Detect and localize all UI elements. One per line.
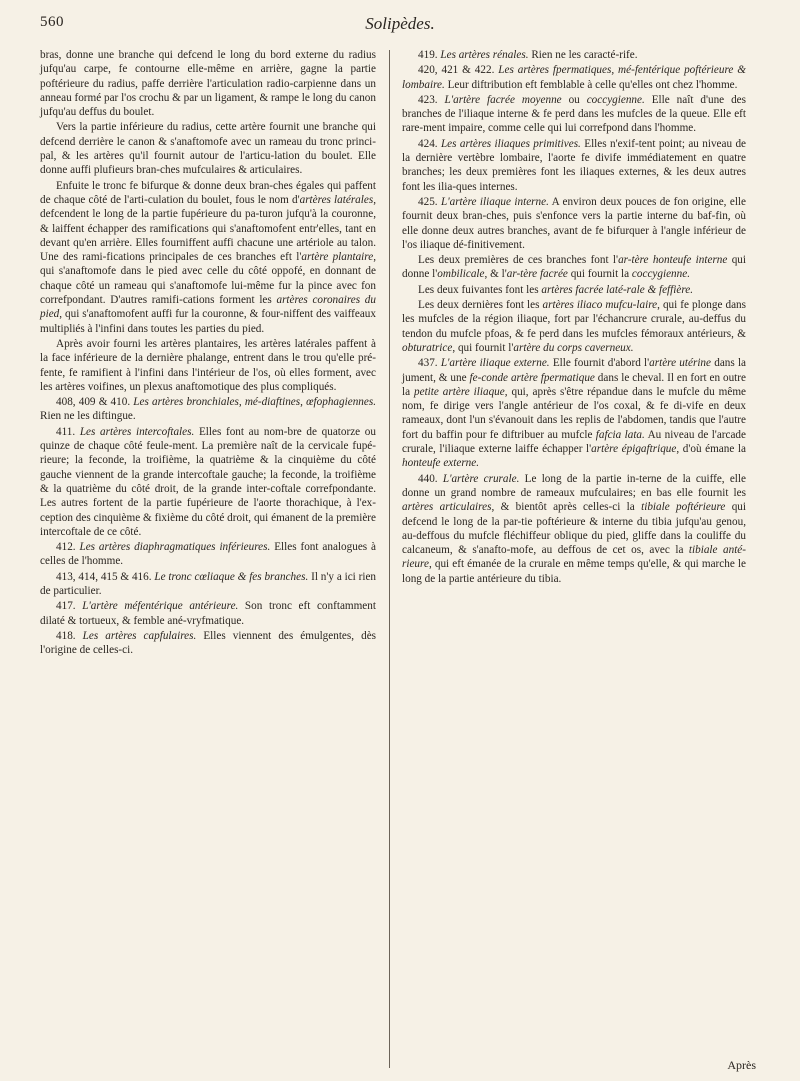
text-run: qui defcend le long de la par-tie poftérieure & interne du tibia jufqu'au genou, au-deffous du mufcle fléchiffeur oblique du pied, gliffe dans la couliffe du calcaneum, & s'anafto-mofe, au deffous de cet os, avec la bbox=[402, 501, 747, 557]
paragraph bbox=[402, 195, 746, 252]
text-run: qui fournit la bbox=[567, 268, 632, 281]
text-run: Après avoir fourni les artères plantaires, les artères latérales paffent à la face inférieure de la dernière phalange, entrent dans le trou qu'elle pré-fente, fe ramifient à l'infini dans l'intérieur de l'os, où elles forment, avec les artères voifines, un plexus anaftomotique des plus compliqués. bbox=[40, 337, 376, 393]
text-run: Enfuite le tronc fe bifurque & donne deux bran-ches égales qui paffent de chaque côté de l'arti-culation du boulet, fous le nom d' bbox=[40, 179, 376, 206]
paragraph bbox=[40, 570, 376, 599]
paragraph bbox=[40, 179, 376, 336]
paragraph bbox=[402, 283, 746, 297]
text-run: Son tronc eft conftamment dilaté & tortueux, & femble ané-vryfmatique. bbox=[40, 600, 376, 627]
text-run: 418. bbox=[56, 629, 83, 642]
italic-term: fe-conde artère fpermatique bbox=[469, 371, 595, 384]
text-run: A environ deux pouces de fon origine, elle fournit deux bran-ches, puis s'enfonce vers la partie interne du baf-fin, où elle donne deux autres branches, avant de fe bifurquer à l'angle inférieur de l'os iliaque dé-finitivement. bbox=[402, 195, 747, 251]
paragraph bbox=[40, 599, 376, 628]
page-header bbox=[40, 14, 760, 38]
italic-term: coccygienne. bbox=[631, 268, 690, 281]
text-run: 417. bbox=[56, 600, 83, 613]
paragraph bbox=[402, 298, 746, 355]
text-run: Elles font analogues à celles de l'homme. bbox=[40, 541, 377, 568]
text-run: dans la jument, & une bbox=[402, 357, 747, 384]
text-run: Elles viennent des émulgentes, dès l'origine de celles-ci. bbox=[40, 629, 377, 657]
italic-term: tibiale poftérieure bbox=[641, 501, 726, 514]
paragraph bbox=[402, 93, 746, 136]
paragraph bbox=[402, 356, 746, 470]
text-run: Elle fournit d'abord l' bbox=[549, 357, 650, 370]
italic-term: Les artères intercoftales. bbox=[79, 425, 195, 438]
running-title: Solipèdes. bbox=[365, 14, 435, 33]
text-run: , qui s'anaftomofe dans le pied avec celle du côté oppofé, en donnant de chaque côté un rameau qui s'anaftomofe lui-même fur la pince avec fon correfpondant. D'autres ramifi-cations forment les bbox=[40, 251, 376, 307]
paragraph bbox=[40, 120, 376, 177]
text-run: 437. bbox=[418, 357, 441, 370]
italic-term: ar-tère honteufe interne bbox=[618, 254, 728, 267]
catchword: Après bbox=[727, 1058, 756, 1072]
text-run: , d'où émane la bbox=[676, 443, 746, 456]
text-run: 424. bbox=[418, 137, 441, 150]
italic-term: petite artère iliaque bbox=[414, 385, 505, 398]
italic-term: fafcia lata. bbox=[595, 428, 645, 441]
right-column bbox=[402, 48, 746, 587]
text-run: Les deux fuivantes font les bbox=[418, 283, 542, 296]
paragraph bbox=[40, 425, 376, 539]
text-run: 440. bbox=[418, 472, 443, 485]
paragraph bbox=[402, 253, 746, 282]
italic-term: artère plantaire bbox=[301, 251, 374, 264]
italic-term: Les artères iliaques primitives. bbox=[440, 137, 581, 150]
italic-term: artères latérales bbox=[299, 193, 374, 206]
italic-term: artère épigaftrique bbox=[591, 443, 677, 456]
text-run: Rien ne les caracté-rife. bbox=[528, 49, 638, 61]
italic-term: artères coronaires du pied bbox=[40, 294, 376, 321]
text-run: Le long de la partie in-terne de la cuiffe, elle donne un grand nombre de rameaux mufculaires; en bas elle fournit les bbox=[402, 472, 746, 499]
text-run: Il n'y a ici rien de particulier. bbox=[40, 570, 377, 597]
text-run: Les deux premières de ces branches font l' bbox=[418, 254, 619, 267]
italic-term: L'artère iliaque interne. bbox=[440, 195, 549, 208]
text-run: Elles font au nom-bre de quatorze ou quinze de chaque côté feule-ment. La première naît de la cervicale fupé-rieure; la feconde, la troifième, la quatrième & la cinquième du côté gauche viennent de la grande intercoftale gauche; la feconde, la troifième & la quatrième du côté droit, de la grande inter-coftale correfpondante. Les autres fortent de la partie fupérieure de l'aorte thorachique, à l'ex-ception des cinquième & fixième du côté droit, qui émanent de la première intercoftale de ce côté. bbox=[40, 425, 376, 538]
text-run: 412. bbox=[56, 541, 80, 554]
italic-term: Le tronc cœliaque & fes branches. bbox=[154, 570, 309, 583]
italic-term: artères iliaco mufcu-laire bbox=[542, 299, 658, 312]
text-run: , defcendent le long de la partie fupérieure du pa-turon jufqu'à la couronne, & laiffent échapper des ramifications qui s'anaftomofent entr'elles, tant en devant qu'en arrière. Elles fourniffent auffi chacune une artériole au talon. Une des rami-fications principales de ces branches eft l' bbox=[40, 193, 376, 264]
text-run: , & bientôt après celles-ci la bbox=[491, 501, 642, 514]
italic-term: L'artère facrée moyenne bbox=[444, 93, 562, 106]
text-run: 420, 421 & 422. bbox=[418, 64, 499, 77]
text-run: Les deux dernières font les bbox=[418, 299, 543, 312]
italic-term: obturatrice bbox=[402, 341, 453, 354]
text-run: dans le cheval. Il en fort en outre la bbox=[402, 371, 746, 398]
paragraph bbox=[40, 629, 376, 658]
text-run: 419. bbox=[418, 49, 441, 61]
text-run: 423. bbox=[418, 93, 445, 106]
italic-term: artère utérine bbox=[649, 357, 711, 370]
text-run: ou bbox=[561, 93, 587, 106]
text-run: Vers la partie inférieure du radius, cette artère fournit une branche qui defcend derrière le canon & s'anaftomofe avec un rameau du tronc princi-pal, & les artères qu'il fournit autour de l'articu-lation du boulet. Elle donne auffi plufieurs bran-ches mufculaires & articulaires. bbox=[40, 121, 376, 177]
italic-term: artères articulaires bbox=[402, 501, 492, 514]
italic-term: tibiale anté-rieure bbox=[402, 544, 746, 571]
italic-term: L'artère méfentérique antérieure. bbox=[82, 600, 239, 613]
italic-term: L'artère crurale. bbox=[442, 472, 520, 485]
text-run: , qui eft émanée de la crurale en même temps qu'elle, & qui marche le long de la partie antérieure du tibia. bbox=[402, 558, 746, 585]
text-run: , & l' bbox=[484, 268, 507, 281]
paragraph bbox=[402, 48, 746, 62]
text-run: , qui s'anaftomofent auffi fur la couronne, & four-niffent des vaiffeaux multipliés à l'infini dans toutes les parties du pied. bbox=[40, 308, 376, 335]
paragraph bbox=[40, 540, 376, 569]
text-run: 413, 414, 415 & 416. bbox=[56, 570, 155, 583]
paragraph bbox=[40, 48, 376, 119]
left-column bbox=[40, 48, 376, 658]
column-divider bbox=[389, 50, 390, 1068]
text-run: bras, donne une branche qui defcend le long du bord externe du radius jufqu'au carpe, fe contourne elle-même en arrière, gagne la partie poftérieure du radius, paffe derrière l'articulation radio-carpienne dans un anneau formé par l'os crochu & par un ligament, & rampe le long du canon jufqu'au deffus du boulet. bbox=[40, 49, 376, 119]
text-run: , qui fe plonge dans les mufcles de la région iliaque, fort par l'échancrure crurale, au-deffus du tendon du mufcle pfoas, & fe perd dans les mufcles fémoraux antérieurs, & bbox=[402, 299, 746, 340]
text-run: , qui fournit l' bbox=[452, 341, 514, 354]
text-run: 411. bbox=[56, 425, 80, 438]
paragraph bbox=[40, 395, 376, 424]
italic-term: L'artère iliaque externe. bbox=[440, 357, 550, 370]
italic-term: Les artères capfulaires. bbox=[82, 629, 197, 642]
italic-term: Les artères diaphragmatiques inférieures. bbox=[79, 541, 271, 554]
text-run: qui donne l' bbox=[402, 254, 747, 281]
paragraph bbox=[402, 472, 746, 586]
italic-term: artère du corps caverneux. bbox=[513, 341, 634, 354]
italic-term: ar-tère facrée bbox=[506, 268, 568, 281]
page-number: 560 bbox=[40, 14, 64, 30]
text-run: , qui, après s'être répandue dans le mufcle du même nom, fe dirige vers l'angle antérieur de l'os coxal, & fe di-vife en deux rameaux, dont l'un s'évanouit dans les replis de l'abdomen, tandis que l'autre fort du baffin pour fe diftribuer au mufcle bbox=[402, 385, 746, 441]
text-run: Elle naît d'une des branches de l'iliaque interne & fe perd dans les mufcles de la queue. Elle eft rare-ment impaire, comme celle qui lui correfpond dans l'homme. bbox=[402, 93, 746, 135]
paragraph bbox=[40, 337, 376, 394]
paragraph bbox=[402, 137, 746, 194]
text-run: Rien ne les diftingue. bbox=[40, 410, 136, 423]
italic-term: ombilicale bbox=[437, 268, 485, 281]
text-run: Au niveau de l'arcade crurale, l'iliaque externe laiffe échapper l' bbox=[402, 428, 746, 456]
italic-term: Les artères fpermatiques, mé-fentérique poftérieure & lombaire. bbox=[402, 64, 746, 91]
italic-term: honteufe externe. bbox=[402, 457, 480, 470]
italic-term: coccygienne. bbox=[586, 93, 645, 106]
text-run: Leur diftribution eft femblable à celle qu'elles ont chez l'homme. bbox=[444, 78, 738, 91]
italic-term: Les artères rénales. bbox=[440, 49, 529, 61]
paragraph bbox=[402, 63, 746, 92]
text-run: 408, 409 & 410. bbox=[56, 396, 134, 409]
text-run: 425. bbox=[418, 195, 441, 208]
text-run: Elles n'exif-tent point; au niveau de la dernière vertèbre lombaire, l'aorte fe divife immédiatement en quatre branches; les deux premières font les iliaques externes, & les deux autres font les ilia-ques internes. bbox=[402, 137, 746, 193]
italic-term: artères facrée laté-rale & feffière. bbox=[541, 283, 694, 296]
italic-term: Les artères bronchiales, mé-diaftines, œfophagiennes. bbox=[133, 396, 376, 409]
